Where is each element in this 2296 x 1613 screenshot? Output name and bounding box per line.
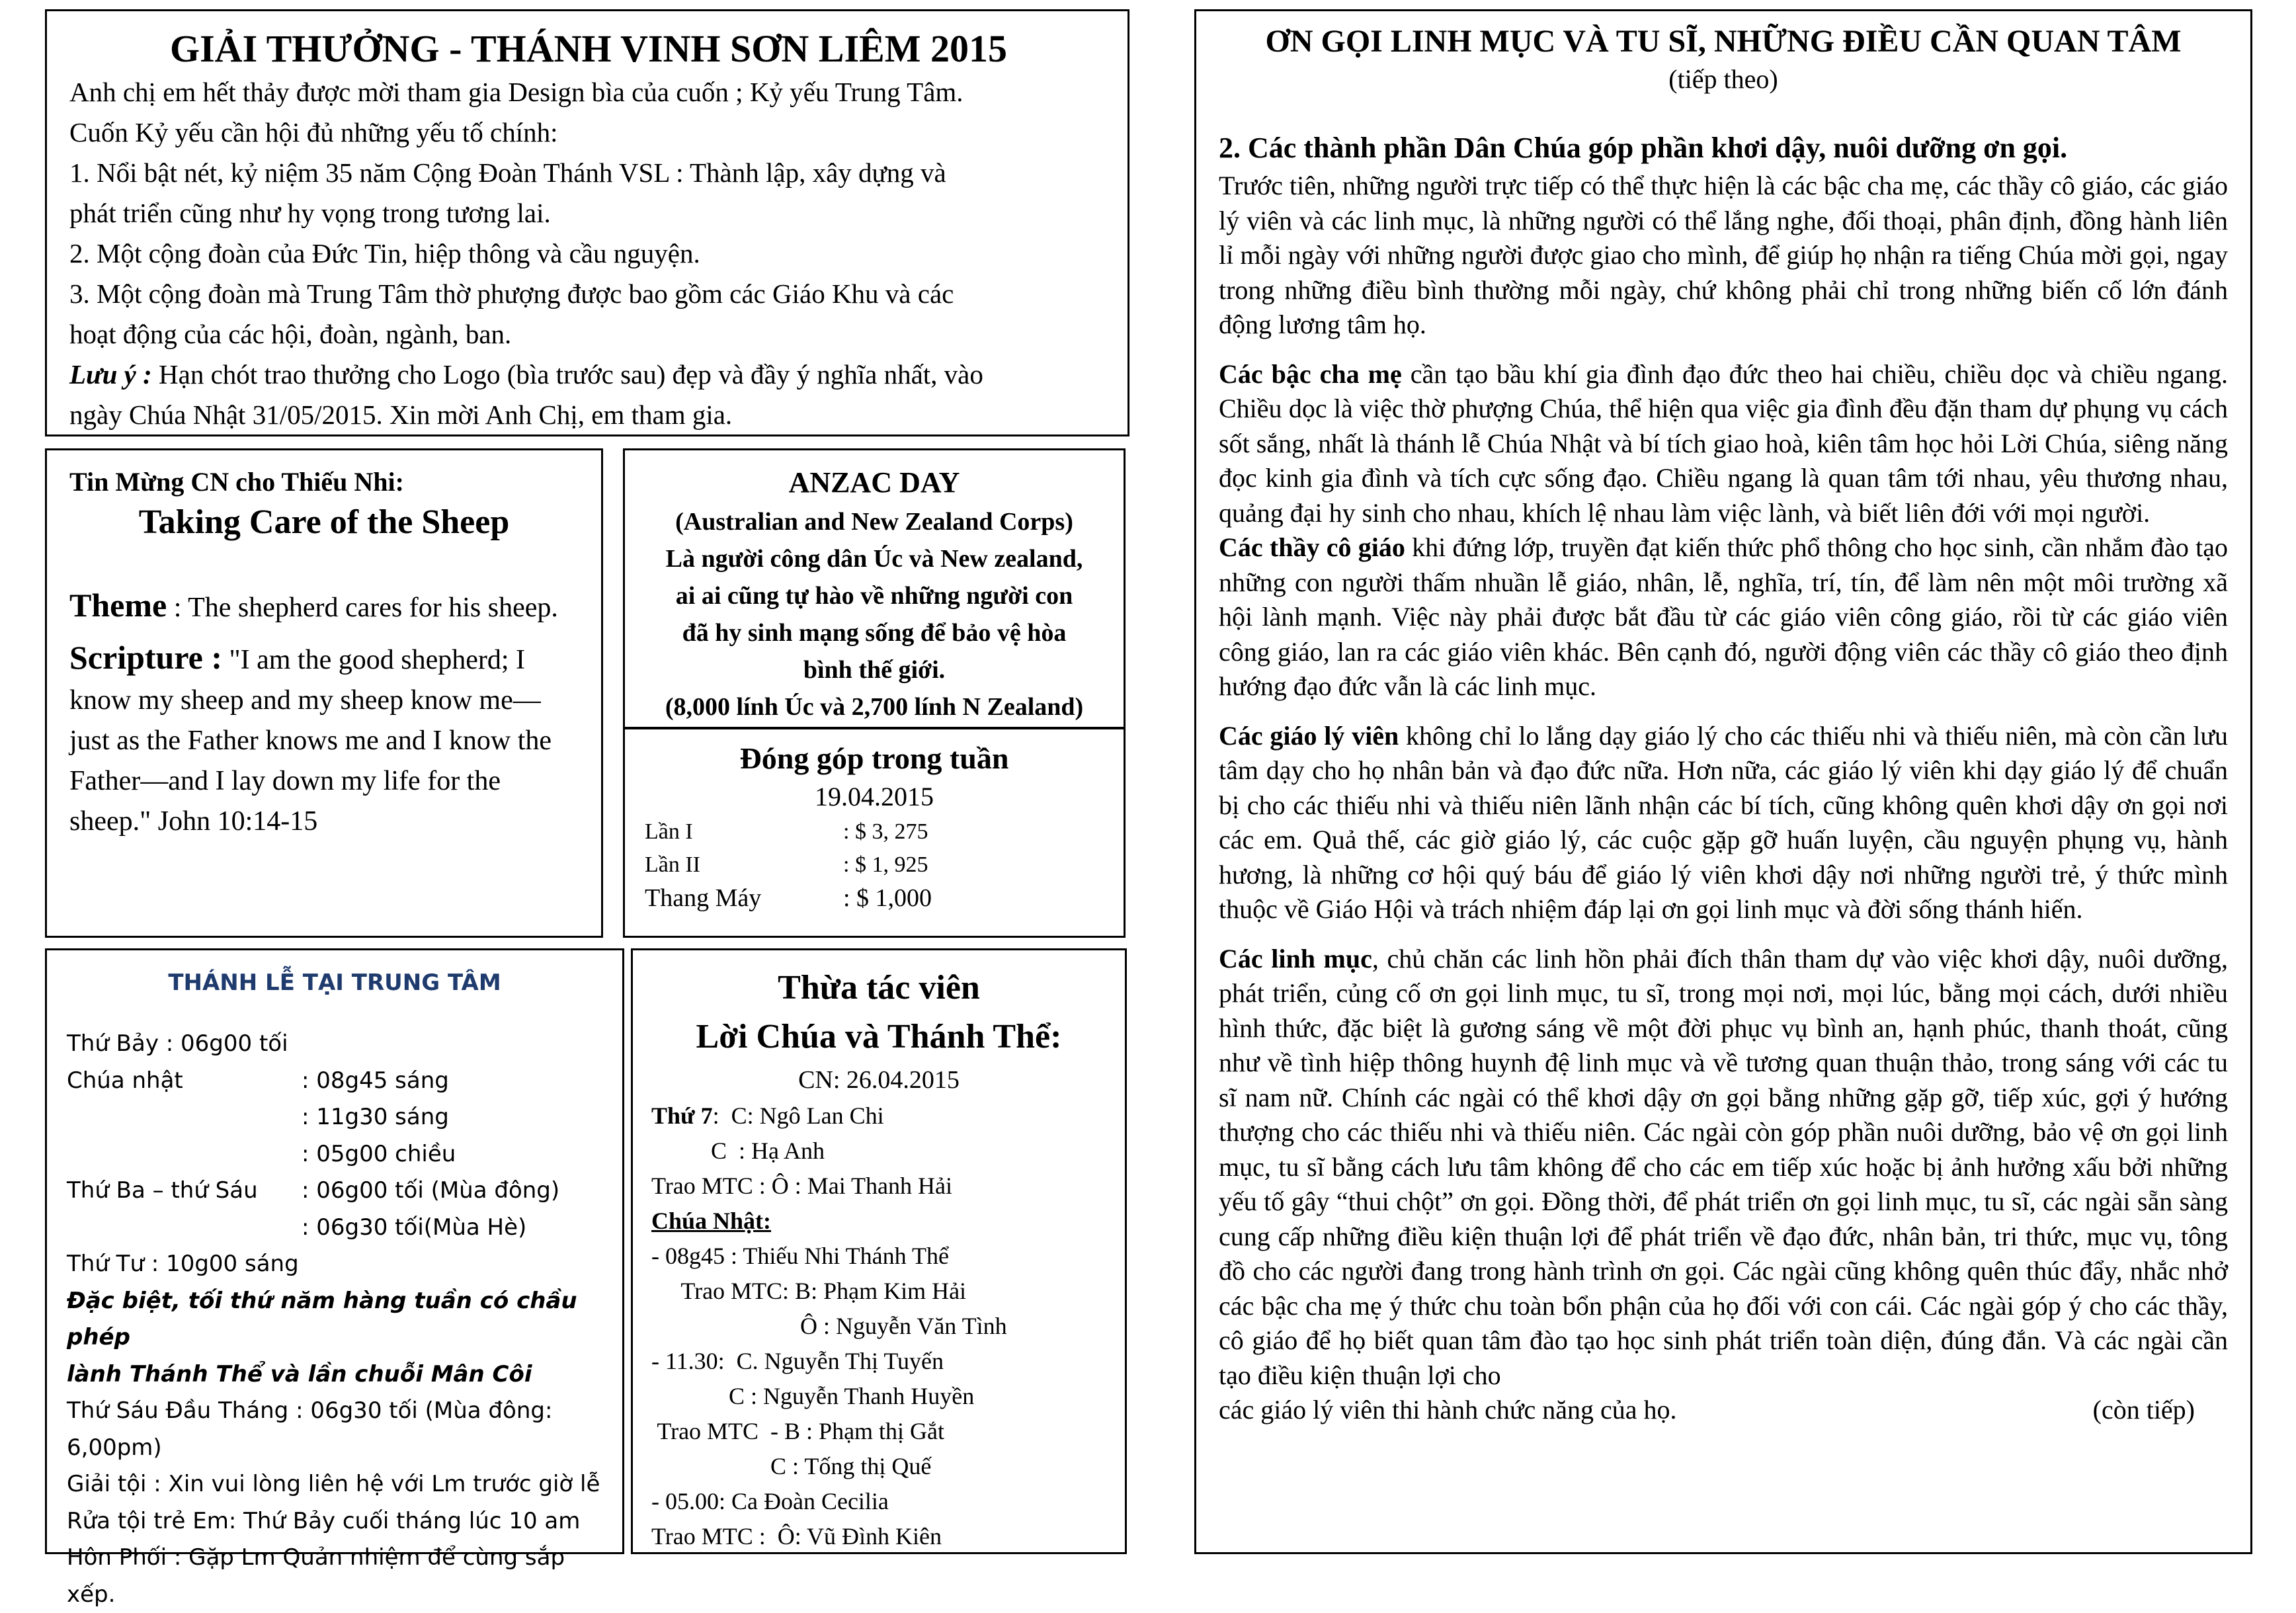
article-catechists — [1219, 719, 2228, 927]
article-subtitle: (tiếp theo) — [1668, 64, 1778, 94]
last-line-text: các giáo lý viên thi hành chức năng của họ. — [1219, 1395, 1677, 1425]
ministers-saturday — [651, 1098, 1106, 1134]
donation-row — [645, 882, 1104, 915]
mass-baptism: Rửa tội trẻ Em: Thứ Bảy cuối tháng lúc 10 am — [67, 1507, 581, 1534]
award-note — [69, 354, 1108, 395]
article-intro: Trước tiên, những người trực tiếp có thể thực hiện là các bậc cha mẹ, các thầy cô giáo, các giáo lý viên và các linh mục, là những người có thể lắng nghe, đối thoại, phân định, đồng hành liên lỉ mỗi ngày với những người được giao cho mình, để giúp họ nhận ra tiếng Chúa mời gọi, ngay trong những điều bình thường mỗi ngày, chứ không phải chỉ trong những biến cố lớn đánh động lương tâm họ. — [1219, 171, 2228, 339]
mass-time: : 05g00 chiều — [302, 1140, 456, 1167]
teachers-label: Các thầy cô giáo — [1219, 532, 1405, 562]
anzac-line: Là người công dân Úc và New zealand, — [665, 545, 1083, 573]
mass-sunday — [67, 1063, 602, 1100]
gospel-header: Tin Mừng CN cho Thiếu Nhi: — [69, 467, 404, 497]
award-line: hoạt động của các hội, đoàn, ngành, ban. — [69, 319, 512, 349]
anzac-day-box — [623, 448, 1126, 729]
ministers-line: - 11.30: C. Nguyễn Thị Tuyến — [651, 1348, 944, 1374]
mass-sunday — [67, 1136, 602, 1173]
gospel-scripture — [69, 638, 579, 842]
ministers-title: Thừa tác viên — [778, 969, 980, 1007]
mass-time: : 11g30 sáng — [302, 1104, 449, 1130]
mass-time: : 06g00 tối (Mùa đông) — [302, 1177, 560, 1204]
mass-first-friday: Thứ Sáu Đầu Tháng : 06g30 tối (Mùa đông: — [67, 1397, 553, 1424]
anzac-line: ai ai cũng tự hào về những người con — [675, 582, 1073, 610]
ministers-line: - 08g45 : Thiếu Nhi Thánh Thể — [651, 1243, 949, 1269]
article-last-line — [1219, 1393, 2228, 1428]
donation-value: : $ 3, 275 — [843, 819, 928, 844]
saturday-line: : C: Ngô Lan Chi — [712, 1102, 884, 1129]
weekly-donation-box — [623, 727, 1126, 938]
donation-label: Thang Máy — [645, 884, 762, 912]
award-line: Cuốn Kỷ yếu cần hội đủ những yếu tố chính: — [69, 117, 558, 147]
mass-confession: Giải tội : Xin vui lòng liên hệ với Lm trước giờ lễ — [67, 1471, 600, 1497]
ministers-line: Trao MTC : Ô : Mai Thanh Hải — [651, 1173, 952, 1199]
article-priests — [1219, 942, 2228, 1393]
award-note-line2: ngày Chúa Nhật 31/05/2015. Xin mời Anh Chị, em tham gia. — [69, 399, 733, 430]
catechists-text: không chỉ lo lắng dạy giáo lý cho các thiếu nhi và thiếu niên, mà còn cần lưu tâm dạy cho họ nhân bản và đạo đức nữa. Hơn nữa, các giáo lý viên khi dạy giáo lý để chuẩn bị cho các thiếu nhi và thiếu niên lãnh nhận các bí tích, cũng không quên khơi dậy ơn gọi nơi các em. Quả thế, các giờ giáo lý, các cuộc gặp gỡ huấn luyện, cầu nguyện phụng vụ, hành hương, là những cơ hội quý báu để giáo lý viên khơi dậy nơi những người trẻ, ý thức mình thuộc về Giáo Hội và trách nhiệm đáp lại ơn gọi linh mục và đời sống thánh hiến. — [1219, 720, 2229, 924]
mass-first-friday: 6,00pm) — [67, 1434, 162, 1461]
scripture-text: "I am the good shepherd; I know my sheep and my sheep know me— just as the Father knows me and I know the Father—and I lay down my life for the sheep." John 10:14-15 — [69, 645, 552, 837]
priests-label: Các linh mục — [1219, 943, 1372, 973]
mass-time: : 08g45 sáng — [302, 1067, 449, 1094]
award-line: Anh chị em hết thảy được mời tham gia Design bìa của cuốn ; Kỷ yếu Trung Tâm. — [69, 77, 964, 107]
article-teachers — [1219, 530, 2228, 704]
parents-label: Các bậc cha mẹ — [1219, 358, 1402, 389]
gospel-theme — [69, 585, 579, 628]
anzac-line: (Australian and New Zealand Corps) — [675, 508, 1073, 536]
article-title: ƠN GỌI LINH MỤC VÀ TU SĨ, NHỮNG ĐIỀU CẦN QUAN TÂM — [1265, 24, 2182, 59]
award-line: 3. Một cộng đoàn mà Trung Tâm thờ phượng được bao gồm các Giáo Khu và các — [69, 278, 954, 309]
anzac-line: bình thế giới. — [803, 656, 946, 684]
children-gospel-box — [45, 448, 603, 938]
mass-marriage: Hôn Phối : Gặp Lm Quản nhiệm để cùng sắp xếp. — [67, 1544, 565, 1608]
ministers-line: C : Tống thị Quế — [651, 1453, 932, 1479]
theme-text: : The shepherd cares for his sheep. — [167, 593, 558, 623]
donation-value: : $ 1,000 — [843, 884, 932, 912]
mass-weekday — [67, 1210, 602, 1247]
saturday-label: Thứ 7 — [651, 1102, 713, 1129]
continued-label: (còn tiếp) — [2092, 1395, 2195, 1425]
donation-label: Lần I — [645, 819, 693, 844]
mass-time: : 06g30 tối(Mùa Hè) — [302, 1214, 527, 1241]
ministers-line: Ô : Nguyễn Văn Tình — [651, 1313, 1007, 1339]
anzac-line: đã hy sinh mạng sống để bảo vệ hòa — [682, 619, 1067, 647]
ministers-sunday-label — [651, 1204, 1106, 1239]
ministers-line: Trao MTC : Ô: Vũ Đình Kiên — [651, 1523, 942, 1550]
donation-label: Lần II — [645, 852, 701, 877]
award-body — [69, 72, 1108, 435]
award-line: 2. Một cộng đoàn của Đức Tin, hiệp thông và cầu nguyện. — [69, 238, 700, 269]
ministers-date: CN: 26.04.2015 — [798, 1066, 960, 1094]
mass-title: THÁNH LỄ TẠI TRUNG TÂM — [168, 970, 501, 996]
article-parents — [1219, 357, 2228, 531]
mass-sunday — [67, 1099, 602, 1136]
mass-special: Đặc biệt, tối thứ năm hàng tuần có chầu phép — [67, 1287, 577, 1350]
anzac-line: (8,000 lính Úc và 2,700 lính N Zealand) — [665, 693, 1084, 721]
donation-row — [645, 815, 1104, 848]
ministers-box — [631, 948, 1127, 1554]
donation-value: : $ 1, 925 — [843, 852, 928, 877]
mass-weekday-label: Thứ Ba – thứ Sáu — [67, 1177, 258, 1204]
mass-schedule-box — [45, 948, 624, 1608]
parents-text: cần tạo bầu khí gia đình đạo đức theo hai chiều, chiều dọc và chiều ngang. Chiều dọc là việc thờ phượng Chúa, thể hiện qua việc gia đình đều đặn tham dự phụng vụ cách sốt sắng, nhất là thánh lễ Chúa Nhật và bí tích giao hoà, kiên tâm học hỏi Lời Chúa, siêng năng đọc kinh gia đình và tích cực sống đạo. Chiều ngang là quan tâm tới nhau, yêu thương nhau, quảng đại hy sinh cho nhau, khích lệ nhau làm việc lành, và biết liên đới với mọi người. — [1219, 358, 2228, 528]
anzac-title: ANZAC DAY — [788, 466, 960, 499]
award-note-label: Lưu ý : — [69, 359, 152, 390]
mass-sunday-label: Chúa nhật — [67, 1067, 183, 1094]
scripture-label: Scripture : — [69, 639, 222, 676]
award-title: GIẢI THƯỞNG - THÁNH VINH SƠN LIÊM 2015 — [170, 27, 1007, 70]
ministers-line: C : Hạ Anh — [651, 1137, 825, 1164]
ministers-title2: Lời Chúa và Thánh Thể: — [696, 1018, 1062, 1055]
teachers-text: khi đứng lớp, truyền đạt kiến thức phổ thông cho học sinh, cần nhắm đào tạo những con người thấm nhuần lễ giáo, nhân, lễ, nghĩa, trí, tín, để làm nên một môi trường xã hội lành mạnh. Việc này phải được bắt đầu từ các giáo viên công giáo, rồi từ các giáo viên công giáo, lan ra các giáo viên khác. Bên cạnh đó, người động viên các thầy cô giáo theo định hướng đạo đức vẫn là các linh mục. — [1219, 532, 2229, 701]
ministers-line: C : Nguyễn Thanh Huyền — [651, 1383, 975, 1409]
mass-weekday — [67, 1173, 602, 1210]
ministers-line: - 05.00: Ca Đoàn Cecilia — [651, 1488, 889, 1514]
award-line: phát triển cũng như hy vọng trong tương lai. — [69, 198, 551, 228]
gospel-title: Taking Care of the Sheep — [138, 503, 510, 541]
ministers-line: Trao MTC: B: Phạm Kim Hải — [651, 1278, 967, 1304]
mass-wednesday: Thứ Tư : 10g00 sáng — [67, 1251, 299, 1277]
award-line: 1. Nổi bật nét, kỷ niệm 35 năm Cộng Đoàn Thánh VSL : Thành lập, xây dựng và — [69, 157, 946, 188]
donation-title: Đóng góp trong tuần — [739, 741, 1009, 775]
mass-special: lành Thánh Thể và lần chuỗi Mân Côi — [67, 1360, 532, 1387]
donation-row — [645, 848, 1104, 882]
donation-date: 19.04.2015 — [815, 782, 934, 811]
article-section-heading: 2. Các thành phần Dân Chúa góp phần khơi dậy, nuôi dưỡng ơn gọi. — [1219, 132, 2068, 164]
ministers-line: Trao MTC - B : Phạm thị Gắt — [651, 1418, 945, 1444]
mass-saturday: Thứ Bảy : 06g00 tối — [67, 1030, 288, 1057]
award-announcement-box — [45, 9, 1129, 436]
vocation-article-box — [1194, 9, 2252, 1554]
priests-text: , chủ chăn các linh hồn phải đích thân tham dự vào việc khơi dậy, nuôi dưỡng, phát triển, củng cố ơn gọi linh mục, tu sĩ, trong mọi nơi, mọi lúc, bằng mọi cách, dưới nhiều hình thức, đặc biệt là gương sáng về một đời phục vụ bình an, hạnh phúc, thanh thoát, cũng như về tình hiệp thông huynh đệ linh mục và về tương quan thuận thảo, trong sáng với các tu sĩ nam nữ. Chính các ngài có thể khơi dậy ơn gọi bằng những gặp gỡ, tiếp xúc, gợi ý hướng thượng cho các thiếu nhi và thiếu niên. Các ngài còn góp phần nuôi dưỡng, bảo vệ ơn gọi linh mục, tu sĩ bằng cách lưu tâm không để cho các em tiếp xúc hoặc bị ảnh hưởng xấu bởi những yếu tố gây “thui chột” ơn gọi. Đồng thời, để phát triển ơn gọi linh mục, tu sĩ, các ngài sẵn sàng cung cấp những điều kiện thuận lợi để phát triển về đạo đức, nhân bản, tri thức, mục vụ, tông đồ cho các người đang trong hành trình ơn gọi. Các ngài cũng không quên thúc đẩy, nhắc nhở các bậc cha mẹ ý thức chu toàn bổn phận của họ đối với con cái. Các ngài góp ý cho các thầy, cô giáo để họ biết quan tâm đào tạo học sinh phát triển toàn diện, đúng đắn. Và các ngài cần tạo điều kiện thuận lợi cho — [1219, 943, 2228, 1390]
catechists-label: Các giáo lý viên — [1219, 720, 1399, 751]
theme-label: Theme — [69, 587, 167, 624]
award-note-text: Hạn chót trao thưởng cho Logo (bìa trước sau) đẹp và đầy ý nghĩa nhất, vào — [151, 359, 983, 390]
sunday-label: Chúa Nhật: — [651, 1208, 772, 1234]
